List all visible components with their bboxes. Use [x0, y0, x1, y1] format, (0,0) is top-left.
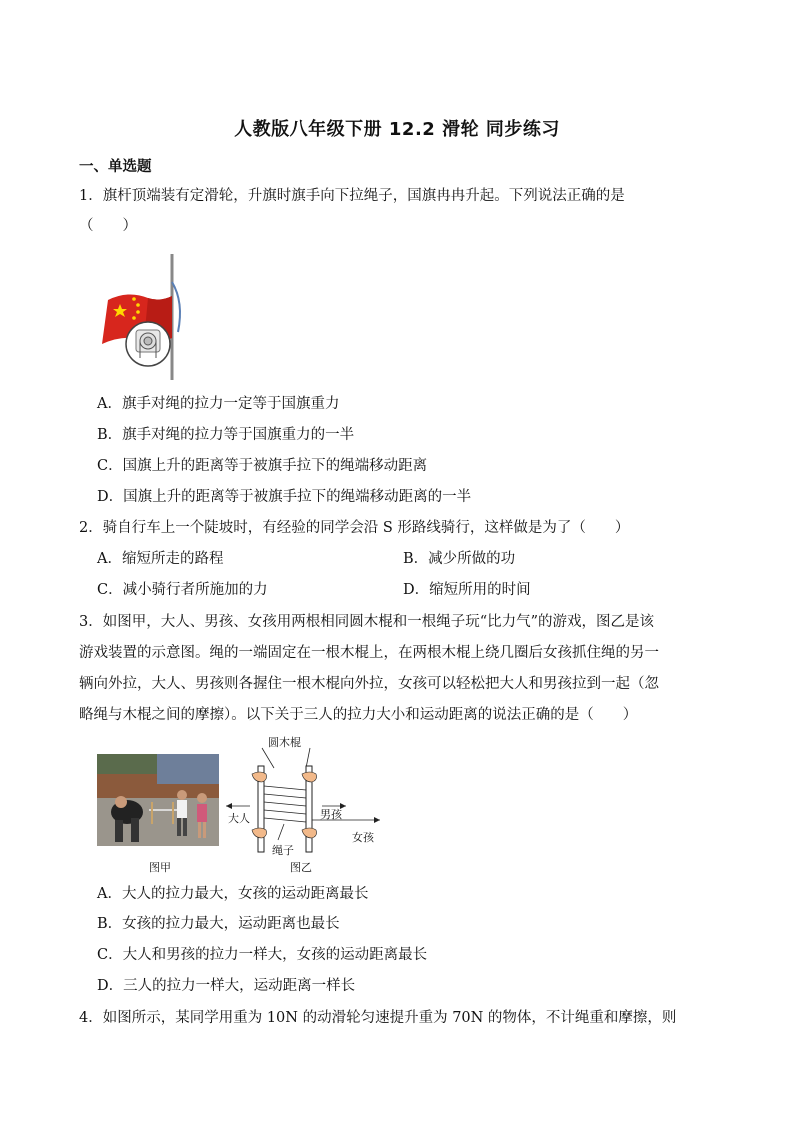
figure-b-caption: 图乙 [290, 861, 312, 874]
q1-option-d: D．国旗上升的距离等于被旗手拉下的绳端移动距离的一半 [97, 489, 472, 505]
figure-a-caption: 图甲 [149, 861, 171, 874]
q2-option-b: B．减少所做的功 [403, 551, 516, 567]
page-title: 人教版八年级下册 12.2 滑轮 同步练习 [234, 119, 560, 140]
question-3-text-line2: 游戏装置的示意图。绳的一端固定在一根木棍上，在两根木棍上绕几圈后女孩抓住绳的另一 [79, 645, 659, 661]
section-heading: 一、单选题 [79, 159, 152, 175]
question-1-text: 1．旗杆顶端装有定滑轮，升旗时旗手向下拉绳子，国旗冉冉升起。下列说法正确的是 [79, 188, 625, 204]
question-3-text-line1: 3．如图甲，大人、男孩、女孩用两根相同圆木棍和一根绳子玩“比力气”的游戏，图乙是该 [79, 614, 655, 630]
label-girl: 女孩 [352, 831, 374, 844]
q3-option-c: C．大人和男孩的拉力一样大，女孩的运动距离最长 [97, 947, 428, 963]
tug-game-photo [97, 754, 219, 846]
question-4-text: 4．如图所示，某同学用重为 10N 的动滑轮匀速提升重为 70N 的物体，不计绳重和摩擦，则 [79, 1010, 677, 1026]
q1-option-b: B．旗手对绳的拉力等于国旗重力的一半 [97, 427, 355, 443]
label-adult: 大人 [228, 812, 250, 825]
q3-option-a: A．大人的拉力最大，女孩的运动距离最长 [97, 886, 369, 902]
label-boy: 男孩 [320, 808, 342, 821]
q1-option-c: C．国旗上升的距离等于被旗手拉下的绳端移动距离 [97, 458, 428, 474]
q2-option-a: A．缩短所走的路程 [97, 551, 224, 567]
question-3-text-line4: 略绳与木棍之间的摩擦）。以下关于三人的拉力大小和运动距离的说法正确的是（ ） [79, 707, 638, 723]
q3-option-b: B．女孩的拉力最大，运动距离也最长 [97, 916, 340, 932]
label-rope: 绳子 [272, 844, 294, 857]
flag-pole-figure [98, 252, 188, 382]
q2-option-d: D．缩短所用的时间 [403, 582, 531, 598]
q3-option-d: D．三人的拉力一样大，运动距离一样长 [97, 978, 356, 994]
q2-option-c: C．减小骑行者所施加的力 [97, 582, 268, 598]
question-3-text-line3: 辆向外拉，大人、男孩则各握住一根木棍向外拉，女孩可以轻松把大人和男孩拉到一起（忽 [79, 676, 659, 692]
question-2-text: 2．骑自行车上一个陡坡时，有经验的同学会沿 S 形路线骑行，这样做是为了（ ） [79, 520, 630, 536]
question-1-blank: （ ） [79, 218, 137, 234]
label-stick: 圆木棍 [268, 736, 301, 749]
q1-option-a: A．旗手对绳的拉力一定等于国旗重力 [97, 396, 340, 412]
